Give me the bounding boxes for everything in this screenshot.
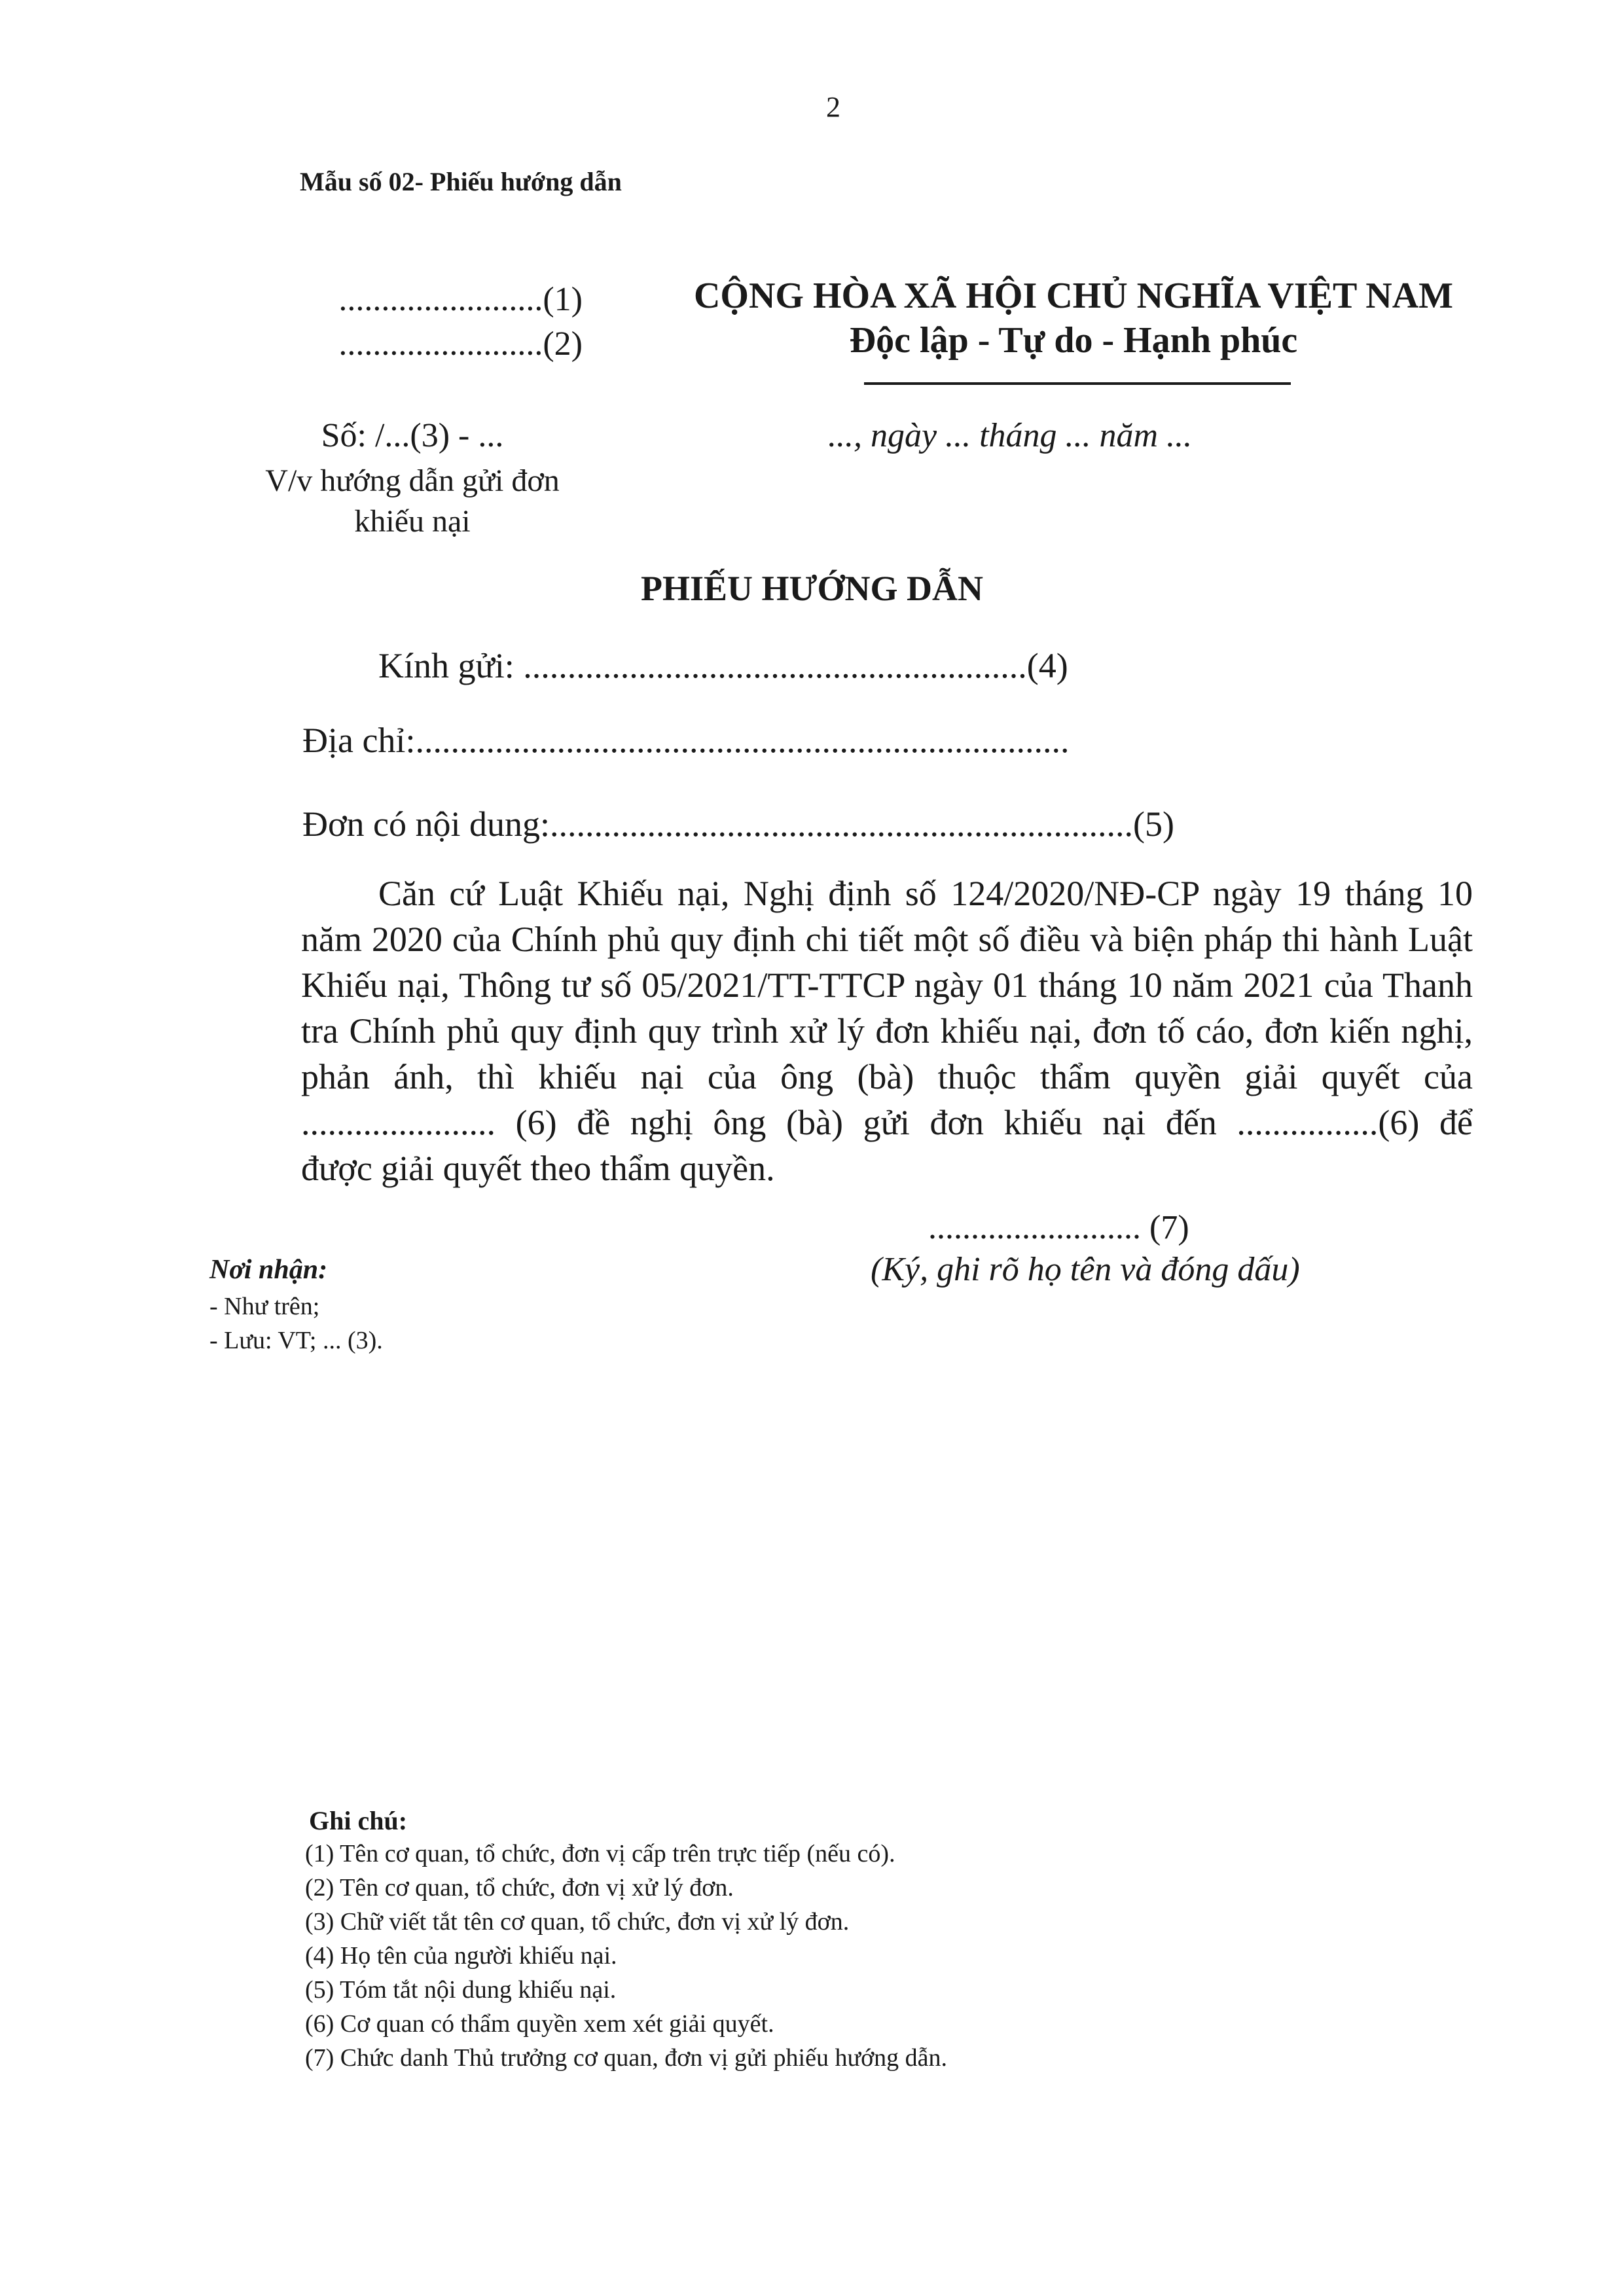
- notes-label: Ghi chú:: [309, 1806, 408, 1835]
- motto-underline: [864, 382, 1291, 385]
- parent-agency-line: ........................(1): [338, 281, 583, 318]
- note-item: (6) Cơ quan có thẩm quyền xem xét giải quyết.: [305, 2010, 774, 2038]
- body-line: phản ánh, thì khiếu nại của ông (bà) thuộc thẩm quyền giải quyết của: [301, 1057, 1473, 1096]
- recipient-item: - Như trên;: [209, 1293, 320, 1320]
- national-motto: Độc lập - Tự do - Hạnh phúc: [849, 320, 1298, 361]
- body-line: ...................... (6) đề nghị ông (bà) gửi đơn khiếu nại đến ................(6) để: [301, 1103, 1473, 1142]
- body-paragraph: [301, 871, 1473, 1191]
- signer-title-line: ......................... (7): [928, 1209, 1189, 1246]
- date-line: ..., ngày ... tháng ... năm ...: [828, 417, 1193, 454]
- page-number: 2: [826, 91, 840, 123]
- document-subject: V/v hướng dẫn gửi đơn khiếu nại: [265, 463, 560, 539]
- recipient-field: Kính gửi: .........................................................(4): [378, 646, 1068, 685]
- note-item: (5) Tóm tắt nội dung khiếu nại.: [305, 1976, 617, 2004]
- note-item: (2) Tên cơ quan, tổ chức, đơn vị xử lý đơn.: [305, 1874, 734, 1901]
- body-line: tra Chính phủ quy định quy trình xử lý đơn khiếu nại, đơn tố cáo, đơn kiến nghị,: [301, 1011, 1473, 1051]
- note-item: (1) Tên cơ quan, tổ chức, đơn vị cấp trên trực tiếp (nếu có).: [305, 1840, 895, 1867]
- national-title: CỘNG HÒA XÃ HỘI CHỦ NGHĨA VIỆT NAM: [693, 276, 1454, 316]
- body-line: Khiếu nại, Thông tư số 05/2021/TT-TTCP ngày 01 tháng 10 năm 2021 của Thanh: [301, 965, 1473, 1005]
- body-line: Căn cứ Luật Khiếu nại, Nghị định số 124/2020/NĐ-CP ngày 19 tháng 10: [378, 874, 1473, 913]
- content-field: Đơn có nội dung:..................................................................(5): [302, 804, 1174, 844]
- form-code: Mẫu số 02- Phiếu hướng dẫn: [300, 167, 622, 196]
- signature-note: (Ký, ghi rõ họ tên và đóng dấu): [871, 1251, 1300, 1288]
- address-field: Địa chỉ:..........................................................................: [302, 721, 1070, 760]
- recipients-label: Nơi nhận:: [209, 1255, 328, 1285]
- note-item: (3) Chữ viết tắt tên cơ quan, tổ chức, đơn vị xử lý đơn.: [305, 1908, 850, 1936]
- document-title: PHIẾU HƯỚNG DẪN: [641, 569, 983, 608]
- document-number: Số: /...(3) - ...: [321, 417, 504, 454]
- processing-agency-line: ........................(2): [338, 325, 583, 363]
- note-item: (7) Chức danh Thủ trưởng cơ quan, đơn vị gửi phiếu hướng dẫn.: [305, 2044, 948, 2072]
- recipient-item: - Lưu: VT; ... (3).: [209, 1327, 383, 1354]
- body-line: được giải quyết theo thẩm quyền.: [301, 1149, 775, 1188]
- note-item: (4) Họ tên của người khiếu nại.: [305, 1942, 617, 1970]
- body-line: năm 2020 của Chính phủ quy định chi tiết một số điều và biện pháp thi hành Luật: [301, 920, 1473, 959]
